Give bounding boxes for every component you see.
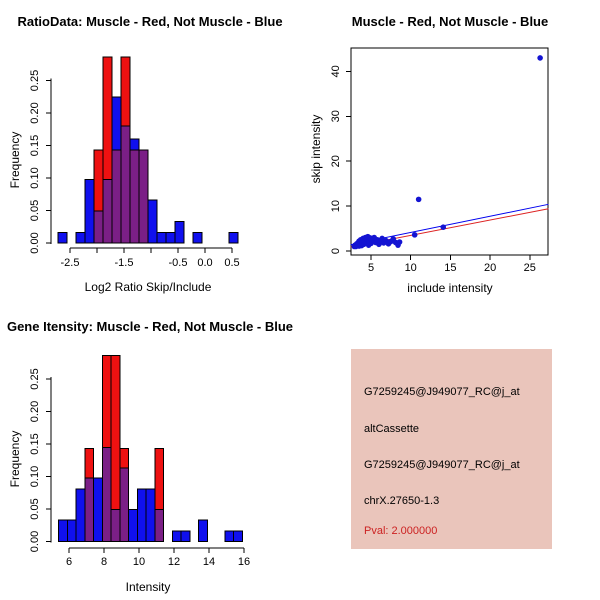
histogram-bar <box>121 126 130 243</box>
histogram-bar <box>120 449 129 469</box>
histogram-bar <box>199 520 208 541</box>
x-tick-label: 6 <box>65 556 73 568</box>
x-tick-label: 25 <box>523 262 536 274</box>
histogram-bar <box>103 57 112 179</box>
histogram-bar <box>102 356 111 448</box>
y-tick-label: 30 <box>330 110 342 123</box>
histogram-bar <box>121 57 130 126</box>
histogram-bar <box>59 520 68 541</box>
histogram-bar <box>139 150 148 243</box>
histogram-bar <box>229 233 238 243</box>
y-tick-label: 0.10 <box>29 167 41 189</box>
y-tick-label: 0.15 <box>29 134 41 157</box>
histogram-bar <box>112 97 121 150</box>
gene-intensity-histogram-title: Gene Itensity: Muscle - Red, Not Muscle - Blue <box>6 319 294 334</box>
histogram-bar <box>85 449 94 478</box>
histogram-bar <box>155 449 164 510</box>
y-tick-label: 40 <box>330 65 342 78</box>
x-tick-label: 20 <box>483 262 497 274</box>
y-tick-label: 0.05 <box>29 199 41 222</box>
scatter-point <box>416 197 422 203</box>
histogram-bar <box>76 489 85 542</box>
histogram-bar <box>225 531 234 541</box>
histogram-bar <box>76 233 85 243</box>
histogram-bar <box>146 489 155 542</box>
histogram-bar <box>94 478 103 542</box>
scatter-point <box>440 224 446 230</box>
ratio-histogram-title: RatioData: Muscle - Red, Not Muscle - Blue <box>17 14 283 29</box>
y-tick-label: 0.10 <box>29 465 41 488</box>
scatter-point <box>397 239 403 245</box>
y-tick-label: 0.00 <box>29 232 41 254</box>
x-tick-label: 8 <box>100 556 108 568</box>
y-tick-label: 10 <box>330 199 342 213</box>
x-tick-label: 10 <box>404 262 417 274</box>
histogram-bar <box>85 478 94 542</box>
y-tick-label: 0.20 <box>29 102 41 124</box>
scatter-title: Muscle - Red, Not Muscle - Blue <box>351 14 549 29</box>
histogram-bar <box>129 510 138 542</box>
x-tick-label: -0.5 <box>168 257 188 269</box>
x-tick-label: 0.5 <box>224 257 240 269</box>
x-tick-label: 5 <box>367 262 375 274</box>
histogram-bar <box>67 520 76 541</box>
y-tick-label: 0.20 <box>29 400 41 423</box>
scatter-point <box>537 55 543 61</box>
gene-intensity-histogram-plot <box>0 300 300 600</box>
y-tick-label: 0 <box>330 247 342 255</box>
x-tick-label: -1.5 <box>114 257 134 269</box>
y-tick-label: 0.25 <box>29 69 41 92</box>
x-tick-label: 16 <box>237 556 251 568</box>
histogram-bar <box>148 200 157 243</box>
histogram-bar <box>166 233 175 243</box>
x-tick-label: 0.0 <box>197 257 213 269</box>
ratio-histogram-plot <box>0 0 300 300</box>
scatter-xlabel: include intensity <box>407 281 493 295</box>
x-tick-label: 15 <box>444 262 457 274</box>
histogram-bar <box>130 139 139 150</box>
x-tick-label: 10 <box>132 556 146 568</box>
chromosome-location: chrX.27650-1.3 <box>364 495 440 507</box>
histogram-bar <box>120 468 129 541</box>
histogram-bar <box>112 150 121 243</box>
probe-id-secondary: G7259245@J949077_RC@j_at <box>364 459 520 471</box>
histogram-bar <box>58 233 67 243</box>
histogram-bar <box>103 179 112 243</box>
splice-event-type: altCassette <box>364 423 420 435</box>
histogram-bar <box>111 356 120 510</box>
probe-info-box <box>351 349 552 549</box>
scatter-point <box>412 232 418 238</box>
histogram-bar <box>111 510 120 542</box>
y-tick-label: 0.25 <box>29 368 41 390</box>
pval-text: Pval: 2.000000 <box>364 525 438 537</box>
histogram-bar <box>175 222 184 243</box>
histogram-bar <box>155 510 164 542</box>
ratio-histogram-ylabel: Frequency <box>8 131 22 189</box>
histogram-bar <box>234 531 243 541</box>
y-tick-label: 0.15 <box>29 433 41 455</box>
probe-id-primary: G7259245@J949077_RC@j_at <box>364 386 520 398</box>
plot-frame <box>351 48 548 255</box>
histogram-bar <box>94 150 103 211</box>
histogram-bar <box>94 211 103 243</box>
histogram-bar <box>193 233 202 243</box>
histogram-bar <box>157 233 166 243</box>
histogram-bar <box>85 179 94 243</box>
intensity-scatter-plot <box>300 0 600 300</box>
histogram-bar <box>102 447 111 541</box>
y-tick-label: 0.00 <box>29 530 41 553</box>
histogram-bar <box>137 489 146 542</box>
gene-intensity-xlabel: Intensity <box>125 580 171 594</box>
x-tick-label: -2.5 <box>60 257 80 269</box>
histogram-bar <box>172 531 181 541</box>
scatter-ylabel: skip intensity <box>309 114 323 184</box>
gene-intensity-ylabel: Frequency <box>8 430 22 488</box>
histogram-bar <box>130 150 139 243</box>
y-tick-label: 20 <box>330 155 342 168</box>
histogram-bar <box>181 531 190 541</box>
ratio-histogram-xlabel: Log2 Ratio Skip/Include <box>84 280 212 294</box>
x-tick-label: 12 <box>167 556 181 568</box>
x-tick-label: 14 <box>202 556 216 568</box>
y-tick-label: 0.05 <box>29 498 41 520</box>
